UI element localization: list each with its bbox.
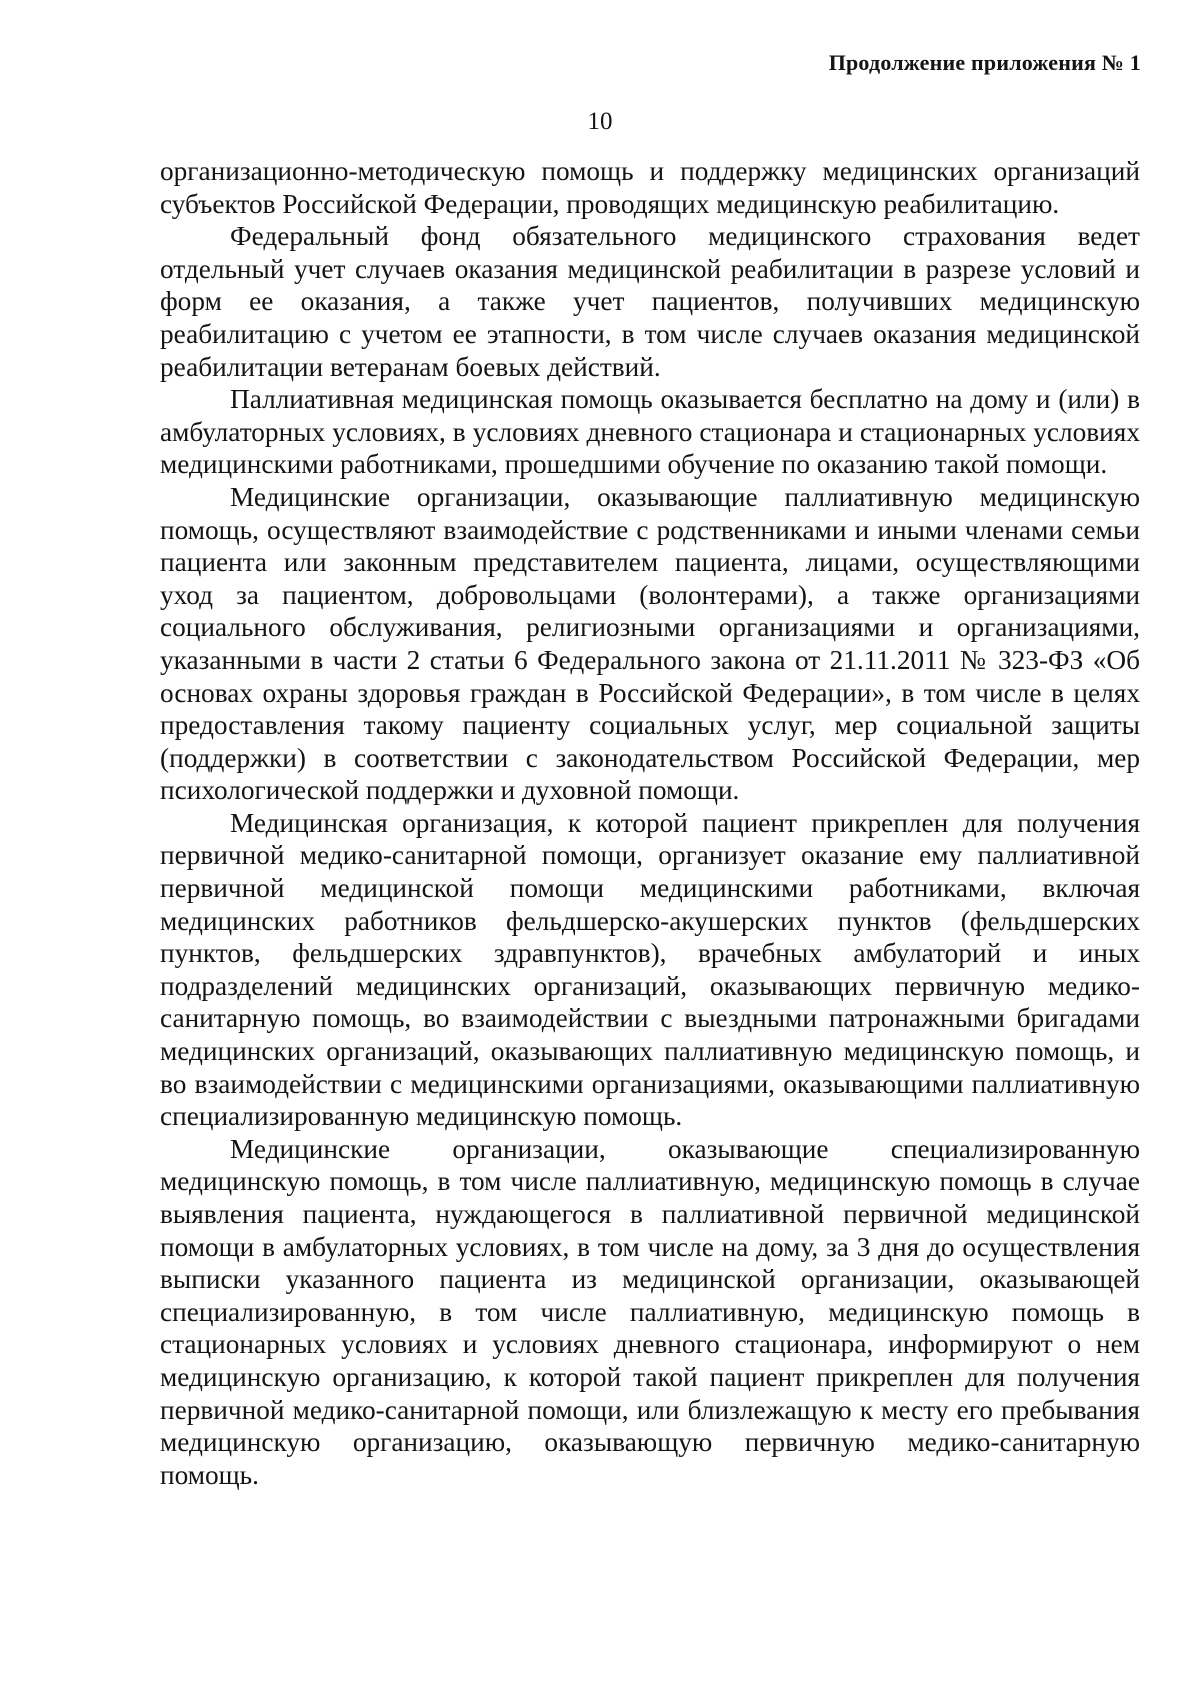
appendix-continuation-note: Продолжение приложения № 1 xyxy=(828,50,1141,75)
paragraph-rehabilitation-accounting: Федеральный фонд обязательного медицинского страхования ведет отдельный учет случаев оказания медицинской реабилитации в разрезе условий и форм ее оказания, а также учет пациентов, получивших медицинскую реабилитацию с учетом ее этапности, в том числе случаев оказания медицинской реабилитации ветеранам боевых действий. xyxy=(160,221,1140,382)
paragraph-continuation: организационно-методическую помощь и поддержку медицинских организаций субъектов Российской Федерации, проводящих медицинскую реабилитацию. xyxy=(160,156,1140,219)
paragraph-palliative-interaction: Медицинские организации, оказывающие паллиативную медицинскую помощь, осуществляют взаимодействие с родственниками и иными членами семьи пациента или законным представителем пациента, лицами, осуществляющими уход за пациентом, добровольцами (волонтерами), а также организациями социального обслуживания, религиозными организациями и организациями, указанными в части 2 статьи 6 Федерального закона от 21.11.2011 № 323-ФЗ «Об основах охраны здоровья граждан в Российской Федерации», в том числе в целях предоставления такому пациенту социальных услуг, мер социальной защиты (поддержки) в соответствии с законодательством Российской Федерации, мер психологической поддержки и духовной помощи. xyxy=(160,481,1140,806)
document-body xyxy=(160,155,1140,1491)
paragraph-primary-palliative-care: Медицинская организация, к которой пациент прикреплен для получения первичной медико-санитарной помощи, организует оказание ему паллиативной первичной медицинской помощи медицинскими работниками, включая медицинских работников фельдшерско-акушерских пунктов (фельдшерских пунктов, фельдшерских здравпунктов), врачебных амбулаторий и иных подразделений медицинских организаций, оказывающих первичную медико-санитарную помощь, во взаимодействии с выездными патронажными бригадами медицинских организаций, оказывающих паллиативную медицинскую помощь, и во взаимодействии с медицинскими организациями, оказывающими паллиативную специализированную медицинскую помощь. xyxy=(160,807,1140,1132)
paragraph-discharge-notification: Медицинские организации, оказывающие специализированную медицинскую помощь, в том числе паллиативную, медицинскую помощь в случае выявления пациента, нуждающегося в паллиативной первичной медицинской помощи в амбулаторных условиях, в том числе на дому, за 3 дня до осуществления выписки указанного пациента из медицинской организации, оказывающей специализированную, в том числе паллиативную, медицинскую помощь в стационарных условиях и условиях дневного стационара, информируют о нем медицинскую организацию, к которой такой пациент прикреплен для получения первичной медико-санитарной помощи, или близлежащую к месту его пребывания медицинскую организацию, оказывающую первичную медико-санитарную помощь. xyxy=(160,1133,1140,1490)
page-number: 10 xyxy=(587,108,613,135)
paragraph-palliative-care-provision: Паллиативная медицинская помощь оказывается бесплатно на дому и (или) в амбулаторных условиях, в условиях дневного стационара и стационарных условиях медицинскими работниками, прошедшими обучение по оказанию такой помощи. xyxy=(160,384,1140,480)
